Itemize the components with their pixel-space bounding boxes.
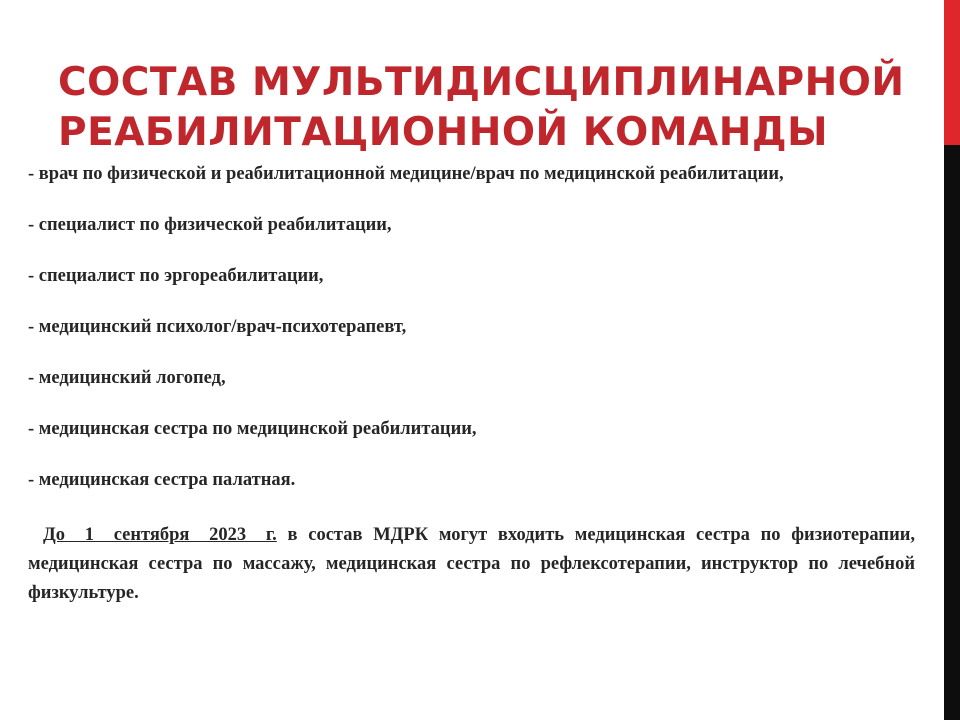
list-item-speech-therapist: - медицинский логопед, bbox=[28, 368, 226, 388]
list-item-rehab-physician: - врач по физической и реабилитационной медицине/врач по медицинской реабилитации, bbox=[28, 164, 784, 184]
list-item-rehab-nurse: - медицинская сестра по медицинской реабилитации, bbox=[28, 419, 477, 439]
list-item-ergo-rehab-specialist: - специалист по эргореабилитации, bbox=[28, 266, 324, 286]
list-item-ward-nurse: - медицинская сестра палатная. bbox=[28, 470, 296, 490]
accent-bar-black bbox=[944, 145, 960, 720]
note-text: в состав МДРК могут входить медицинская сестра по физиотерапии, медицинская сестра по массажу, медицинская сестра по рефлексотерапии, инструктор по лечебной физкультуре. bbox=[28, 525, 916, 603]
slide-content bbox=[28, 160, 915, 608]
slide-title bbox=[58, 58, 918, 158]
accent-bar-red bbox=[944, 0, 960, 145]
list-item-medical-psychologist: - медицинский психолог/врач-психотерапевт, bbox=[28, 317, 407, 337]
note-date: До 1 сентября 2023 г. bbox=[43, 525, 277, 545]
transition-note bbox=[28, 521, 915, 608]
slide-title-line-1: СОСТАВ МУЛЬТИДИСЦИПЛИНАРНОЙ bbox=[58, 60, 905, 105]
list-item-physical-rehab-specialist: - специалист по физической реабилитации, bbox=[28, 215, 392, 235]
slide-title-line-2: РЕАБИЛИТАЦИОННОЙ КОМАНДЫ bbox=[58, 110, 829, 155]
